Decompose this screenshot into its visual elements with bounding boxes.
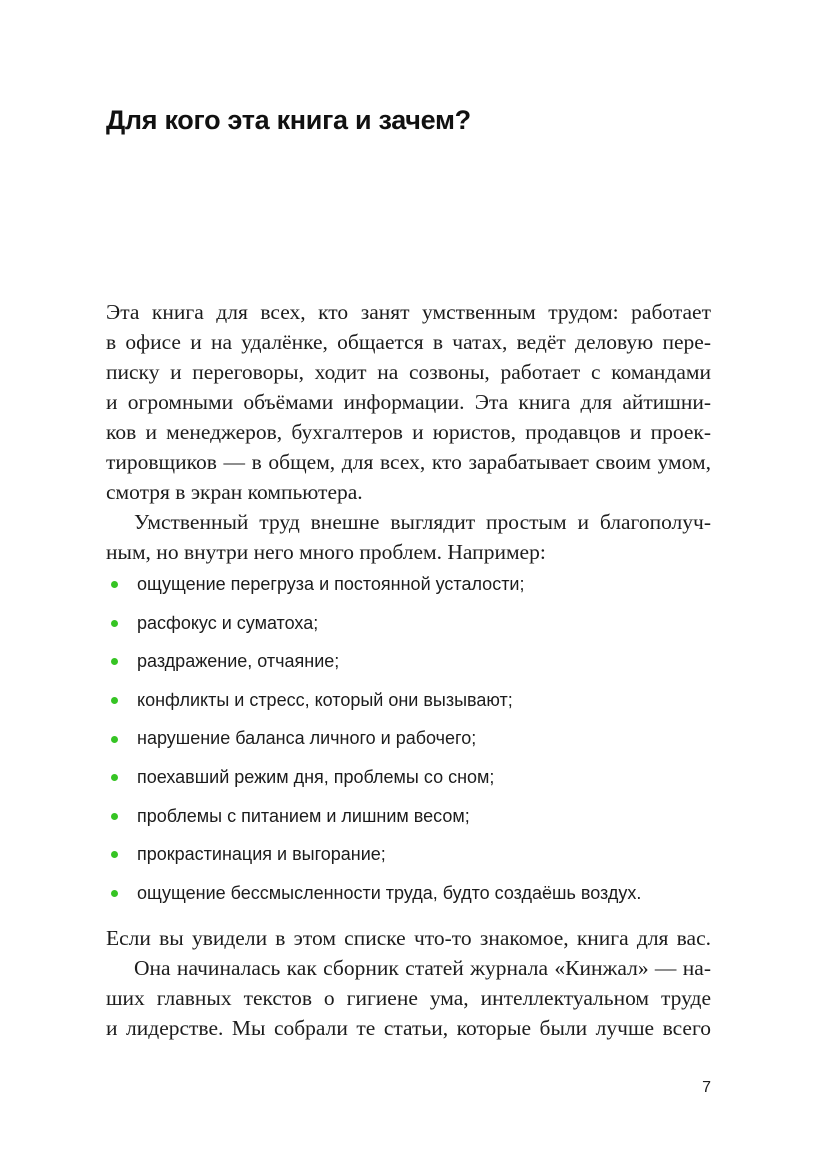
list-item-text: прокрастинация и выгорание;	[137, 844, 386, 865]
intro-paragraph	[106, 297, 711, 507]
list-item	[106, 642, 711, 681]
bullet-icon	[111, 736, 118, 743]
problems-lead-line: Умственный труд внешне выглядит простым и благополуч-	[134, 510, 711, 534]
list-item	[106, 681, 711, 720]
list-item	[106, 604, 711, 643]
intro-line: в офисе и на удалёнке, общается в чатах, ведёт деловую пере-	[106, 330, 711, 354]
bullet-icon	[111, 813, 118, 820]
list-item-text: раздражение, отчаяние;	[137, 651, 340, 672]
list-item-text: конфликты и стресс, который они вызывают;	[137, 689, 513, 710]
origin-paragraph	[106, 953, 711, 1043]
list-item	[106, 835, 711, 874]
list-item	[106, 797, 711, 836]
intro-line: Эта книга для всех, кто занят умственным трудом: работает	[106, 300, 711, 324]
bullet-icon	[111, 658, 118, 665]
bullet-icon	[111, 890, 118, 897]
origin-line: ших главных текстов о гигиене ума, интеллектуальном труде	[106, 986, 711, 1010]
list-item-text: проблемы с питанием и лишним весом;	[137, 805, 470, 826]
intro-line: ков и менеджеров, бухгалтеров и юристов, продавцов и проек-	[106, 420, 711, 444]
list-item	[106, 874, 711, 913]
bullet-icon	[111, 620, 118, 627]
page-number: 7	[702, 1079, 711, 1096]
list-item-text: ощущение перегруза и постоянной усталости;	[137, 574, 525, 594]
bullet-icon	[111, 851, 118, 858]
list-item	[106, 565, 711, 604]
symptoms-list	[106, 565, 711, 912]
intro-line: писку и переговоры, ходит на созвоны, работает с командами	[106, 360, 711, 384]
list-item-text: ощущение бессмысленности труда, будто создаёшь воздух.	[137, 882, 642, 903]
conclusion-paragraph	[106, 923, 711, 953]
intro-line: смотря в экран компьютера.	[106, 480, 363, 504]
list-item	[106, 719, 711, 758]
intro-line: тировщиков — в общем, для всех, кто зарабатывает своим умом,	[106, 450, 711, 474]
origin-line: и лидерстве. Мы собрали те статьи, которые были лучше всего	[106, 1016, 711, 1040]
list-item-text: нарушение баланса личного и рабочего;	[137, 728, 477, 749]
origin-line: Она начиналась как сборник статей журнала «Кинжал» — на-	[134, 956, 711, 980]
problems-lead-line: ным, но внутри него много проблем. Например:	[106, 540, 546, 564]
conclusion-line: Если вы увидели в этом списке что-то знакомое, книга для вас.	[106, 926, 711, 950]
list-item-text: расфокус и суматоха;	[137, 612, 319, 633]
bullet-icon	[111, 697, 118, 704]
page-heading: Для кого эта книга и зачем?	[106, 105, 471, 135]
list-item-text: поехавший режим дня, проблемы со сном;	[137, 766, 495, 787]
bullet-icon	[111, 774, 118, 781]
bullet-icon	[111, 581, 118, 588]
list-item	[106, 758, 711, 797]
intro-line: и огромными объёмами информации. Эта книга для айтишни-	[106, 390, 711, 414]
problems-lead-paragraph	[106, 507, 711, 567]
